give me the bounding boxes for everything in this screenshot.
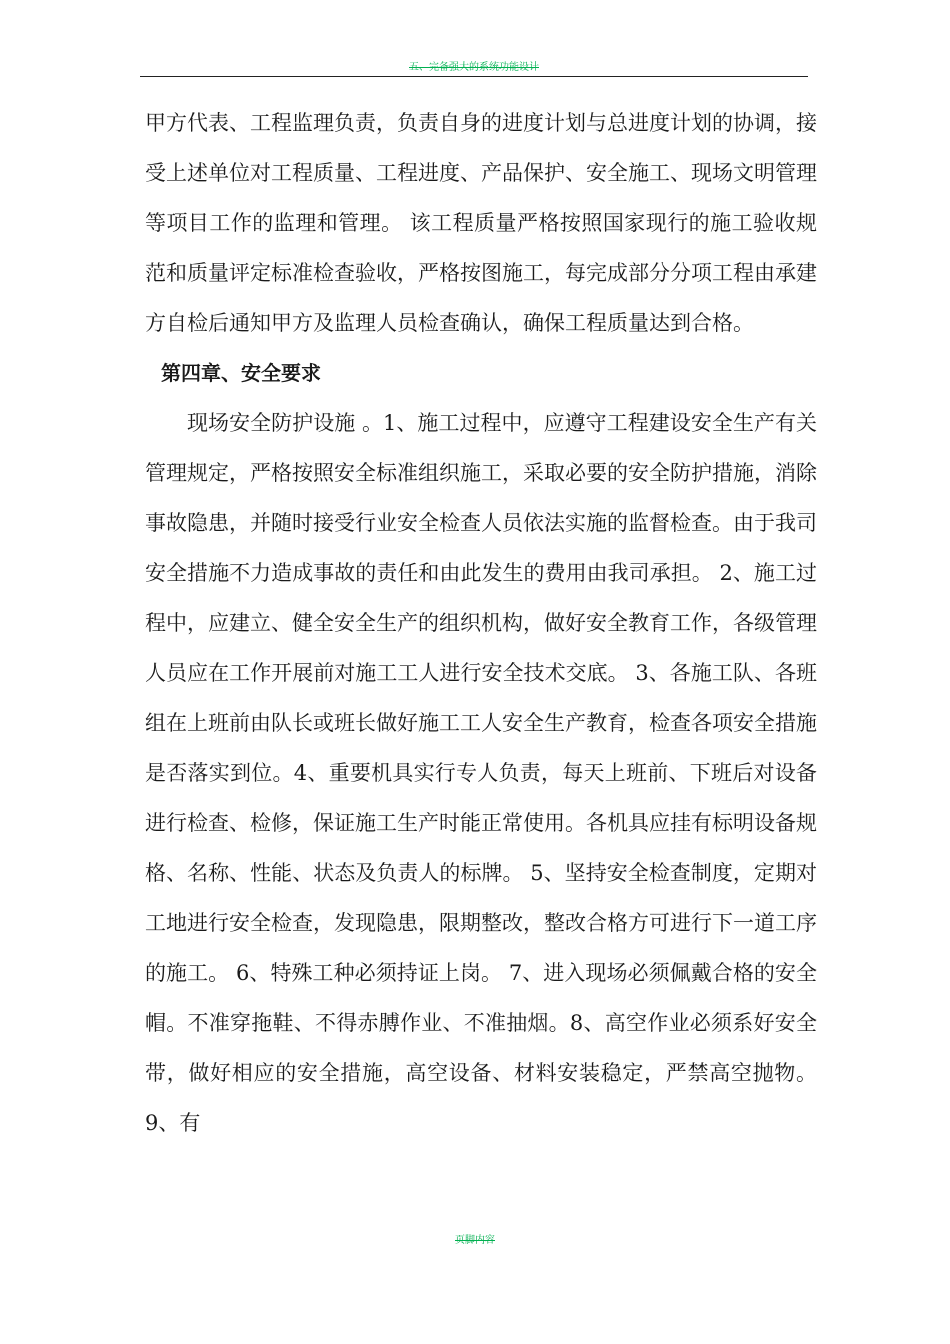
- paragraph-quality: 甲方代表、工程监理负责，负责自身的进度计划与总进度计划的协调，接受上述单位对工程质量、工程进度、产品保护、安全施工、现场文明管理等项目工作的监理和管理。 该工程质量严格按照国家现行的施工验收规范和质量评定标准检查验收，严格按图施工，每完成部分分项工程由承建方自检后通知甲方及监理人员检查确认，确保工程质量达到合格。: [145, 111, 817, 335]
- chapter-heading: 第四章、安全要求: [161, 361, 321, 385]
- page-footer: [0, 1228, 950, 1247]
- header-divider: [140, 76, 808, 77]
- paragraph-safety: 现场安全防护设施 。1、施工过程中，应遵守工程建设安全生产有关管理规定，严格按照安全标准组织施工，采取必要的安全防护措施，消除事故隐患，并随时接受行业安全检查人员依法实施的监督检查。由于我司安全措施不力造成事故的责任和由此发生的费用由我司承担。 2、施工过程中，应建立、健全安全生产的组织机构，做好安全教育工作，各级管理人员应在工作开展前对施工工人进行安全技术交底。 3、各施工队、各班组在上班前由队长或班长做好施工工人安全生产教育，检查各项安全措施是否落实到位。4、重要机具实行专人负责，每天上班前、下班后对设备进行检查、检修，保证施工生产时能正常使用。各机具应挂有标明设备规格、名称、性能、状态及负责人的标牌。 5、坚持安全检查制度，定期对工地进行安全检查，发现隐患，限期整改，整改合格方可进行下一道工序的施工。 6、特殊工种必须持证上岗。 7、进入现场必须佩戴合格的安全帽。不准穿拖鞋、不得赤膊作业、不准抽烟。8、高空作业必须系好安全带，做好相应的安全措施，高空设备、材料安装稳定，严禁高空抛物。 9、有: [145, 411, 817, 1135]
- header-title: 五、完备强大的系统功能设计: [409, 62, 539, 73]
- page-header: [140, 55, 808, 74]
- document-body: [145, 98, 817, 1148]
- footer-text: 页脚内容: [455, 1235, 495, 1246]
